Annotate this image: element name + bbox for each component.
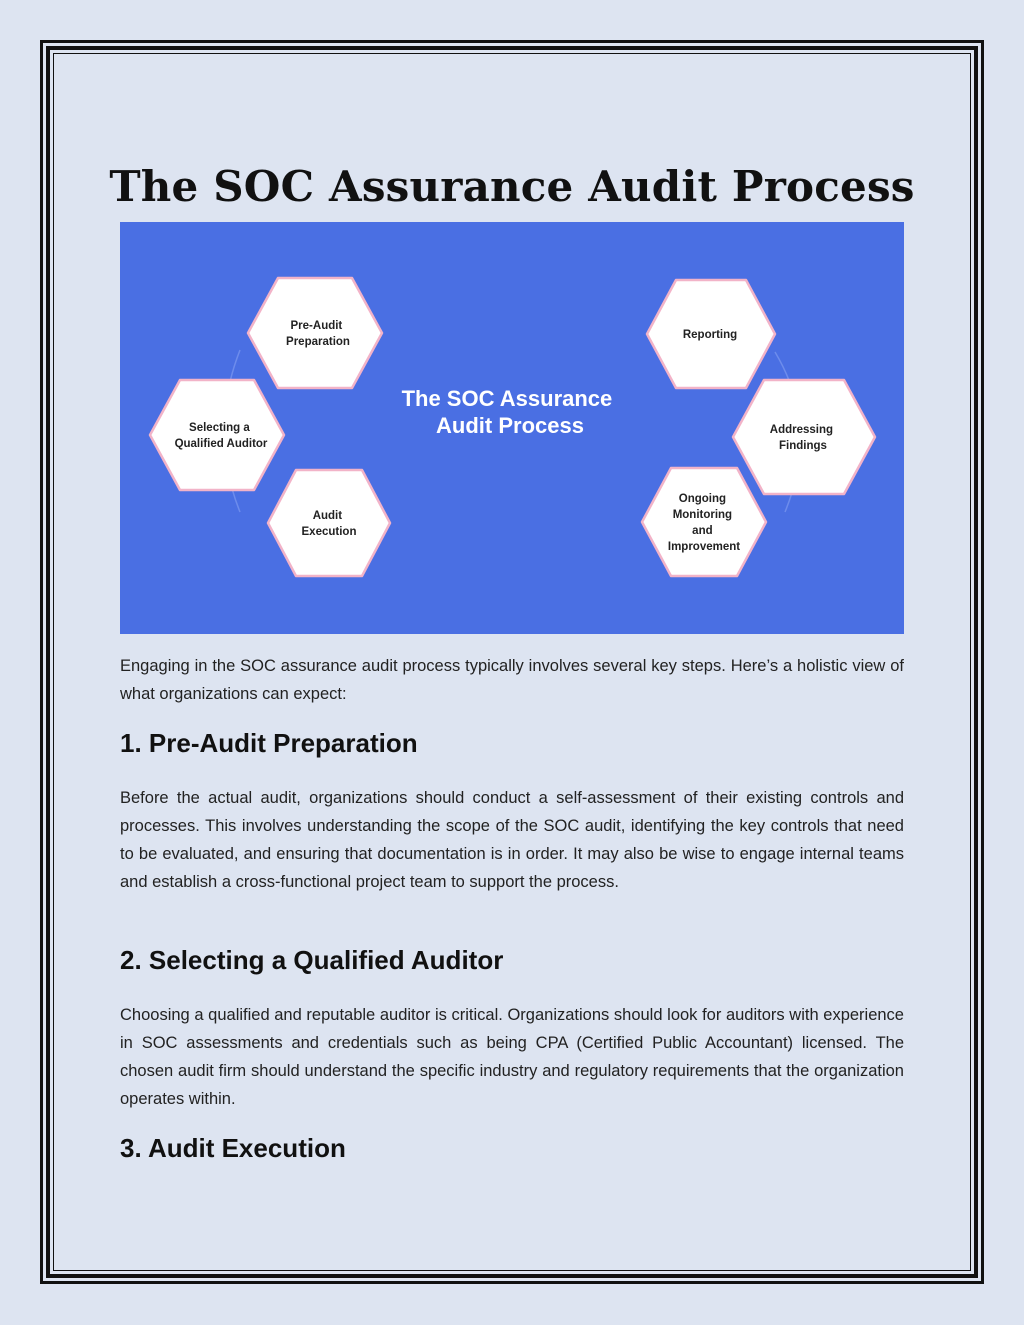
hex-addressing-findings — [733, 380, 875, 494]
section-body-pre-audit: Before the actual audit, organizations should conduct a self-assessment of their existing controls and processes. This involves understanding the scope of the SOC audit, identifying the key controls that need to be evaluated, and ensuring that documentation is in order. It may also be wise to engage internal teams and establish a cross-functional project team to support the process. — [120, 789, 904, 891]
hex-execution-line2: Execution — [301, 526, 357, 538]
banner-title-line2: Audit Process — [436, 413, 584, 438]
page-title: The SOC Assurance Audit Process — [109, 162, 915, 211]
intro-paragraph: Engaging in the SOC assurance audit process typically involves several key steps. Here’s a holistic view of what organizations can expect: — [120, 657, 904, 703]
svg-text:Reporting — [683, 329, 737, 341]
process-banner-image — [120, 222, 904, 634]
hex-audit-execution — [268, 470, 390, 576]
hex-execution-line1: Audit — [312, 510, 343, 522]
hex-selecting-qualified-auditor — [150, 380, 284, 490]
hex-reporting-line1: Reporting — [682, 329, 738, 341]
hex-pre-audit-preparation — [248, 278, 382, 388]
hex-addressing-line1: Addressing — [769, 424, 834, 436]
hex-reporting — [647, 280, 775, 388]
hex-ongoing-line1: Ongoing — [678, 493, 727, 505]
banner-title-line1: The SOC Assurance — [401, 386, 613, 411]
hex-selecting-line2: Qualified Auditor — [174, 438, 268, 450]
hex-ongoing-line3: and — [692, 525, 713, 537]
hex-ongoing-line4: Improvement — [667, 541, 741, 553]
section-heading-audit-execution: 3. Audit Execution — [120, 1133, 346, 1163]
section-heading-pre-audit: 1. Pre-Audit Preparation — [120, 728, 418, 758]
hex-ongoing-line2: Monitoring — [672, 509, 733, 521]
hex-selecting-line1: Selecting a — [189, 422, 250, 434]
hex-addressing-line2: Findings — [779, 440, 827, 452]
hex-pre-audit-line1: Pre-Audit — [290, 320, 343, 332]
section-heading-selecting-auditor: 2. Selecting a Qualified Auditor — [120, 945, 504, 975]
section-body-selecting-auditor: Choosing a qualified and reputable auditor is critical. Organizations should look for auditors with experience in SOC assessments and credentials such as being CPA (Certified Public Accountant) licensed. The chosen audit firm should understand the specific industry and regulatory requirements that the organization operates within. — [120, 1006, 904, 1108]
hex-pre-audit-line2: Preparation — [286, 336, 350, 348]
